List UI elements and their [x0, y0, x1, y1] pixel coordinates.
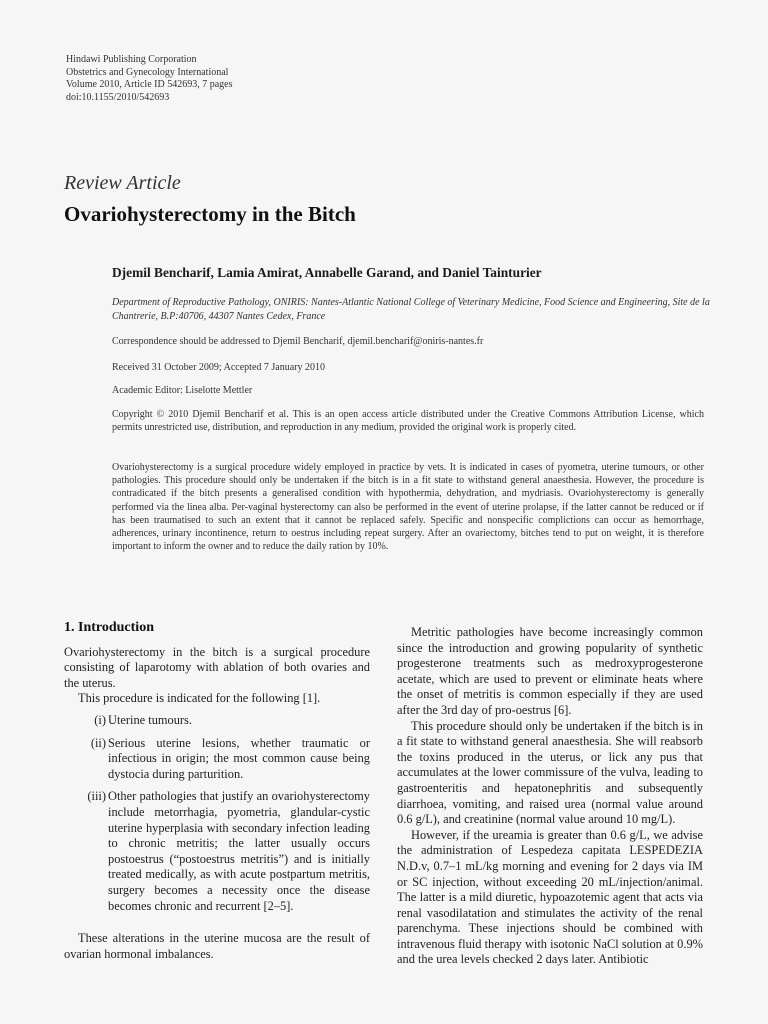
article-title: Ovariohysterectomy in the Bitch	[64, 202, 356, 226]
list-item-text: Uterine tumours.	[108, 712, 192, 727]
list-number: (ii)	[90, 735, 106, 750]
paragraph: However, if the ureamia is greater than 0.6 g/L, we advise the administration of Lespedeza capitata LESPEDEZIA N.D.v, 0.7–1 mL/kg morning and evening for 2 days via IM or SC injection, without exceeding 20 mL/injection/animal. The latter is a mild diuretic, hypoazotemic agent that acts via renal vasodilatation and stimulates the activity of the renal parenchyma. These injections should be combined with intravenous fluid therapy with isotonic NaCl solution at 0.9% and the urea levels checked 2 days later. Antibiotic	[397, 827, 703, 967]
correspondence[interactable]: Correspondence should be addressed to Djemil Bencharif, djemil.bencharif@oniris-nantes.fr	[112, 336, 484, 347]
paragraph: This procedure should only be undertaken if the bitch is in a fit state to withstand general anaesthesia. She will reabsorb the toxins produced in the uterus, or lick any pus that accumulates at the lower commissure of the vulva, leading to gastroenteritis and hepatonephritis and subsequently diarrhoea, vomiting, and raised urea (normal value around 0.6 g/L), and creatinine (normal value around 10 mg/L).	[397, 718, 703, 827]
list-number: (iii)	[87, 789, 106, 804]
paragraph: Metritic pathologies have become increasingly common since the introduction and growing popularity of synthetic progesterone treatments such as medroxyprogesterone acetate, which are used to prevent or eliminate heats where the onset of metritis is common especially if they are used after the 3rd day of pro-oestrus [6].	[397, 625, 703, 717]
author-list: Djemil Bencharif, Lamia Amirat, Annabelle Garand, and Daniel Tainturier	[112, 265, 542, 280]
journal-name: Obstetrics and Gynecology International	[66, 66, 229, 78]
paragraph: Ovariohysterectomy in the bitch is a surgical procedure consisting of laparotomy with ablation of both ovaries and the uterus.	[64, 644, 370, 690]
academic-editor: Academic Editor: Liselotte Mettler	[112, 385, 253, 396]
right-column	[397, 625, 703, 968]
section-heading-introduction: 1. Introduction	[64, 620, 154, 635]
list-item	[64, 789, 370, 914]
received-accepted-dates: Received 31 October 2009; Accepted 7 January 2010	[112, 362, 325, 373]
list-item-text: Other pathologies that justify an ovariohysterectomy include metorrhagia, pyometria, glandular-cystic uterine hyperplasia with secondary infection leading to chronic metritis; the latter usually occurs postoestrus (“postoestrus metritis”) and is initially treated medically, as with acute postpartum metritis, surgery becomes a necessity once the disease becomes chronic and recurrent [2–5].	[108, 789, 370, 913]
copyright-notice: Copyright © 2010 Djemil Bencharif et al. This is an open access article distributed under the Creative Commons Attribution License, which permits unrestricted use, distribution, and reproduction in any medium, provided the original work is properly cited.	[112, 409, 704, 434]
volume-info: Volume 2010, Article ID 542693, 7 pages	[66, 79, 233, 91]
paragraph: This procedure is indicated for the following [1].	[78, 691, 321, 706]
list-item	[64, 713, 370, 729]
article-type: Review Article	[64, 172, 181, 194]
publication-info	[66, 54, 232, 104]
indications-list	[64, 713, 370, 914]
affiliation: Department of Reproductive Pathology, ONIRIS: Nantes-Atlantic National College of Veterinary Medicine, Food Science and Engineering, Site de la Chantrerie, B.P:40706, 44307 Nantes Cedex, France	[112, 297, 710, 322]
paragraph: These alterations in the uterine mucosa are the result of ovarian hormonal imbalances.	[64, 931, 370, 961]
list-number: (i)	[94, 712, 106, 727]
left-column	[64, 620, 370, 962]
list-item	[64, 736, 370, 783]
doi[interactable]: doi:10.1155/2010/542693	[66, 91, 170, 103]
abstract: Ovariohysterectomy is a surgical procedure widely employed in practice by vets. It is indicated in cases of pyometra, uterine tumours, or other pathologies. This procedure should only be undertaken if the bitch is in a fit state to withstand general anaesthesia. However, the procedure is contradicated if the bitch presents a generalised condition with hypothermia, dehydration, and mydriasis. Ovariohysterectomy is generally performed via the linea alba. Per-vaginal hysterectomy can also be performed in the event of uterine prolapse, if the latter cannot be reduced or if has been traumatised to such an extent that it cannot be replaced safely. Specific and nonspecific complictions can occur as hemorrhage, adherences, urinary incontinence, return to oestrus including repeat surgery. After an ovariectomy, bitches tend to put on weight, it is therefore important to inform the owner and to reduce the daily ration by 10%.	[112, 462, 704, 553]
publisher-name: Hindawi Publishing Corporation	[66, 54, 197, 65]
list-item-text: Serious uterine lesions, whether traumatic or infectious in origin; the most common cause being dystocia during parturition.	[108, 735, 370, 781]
